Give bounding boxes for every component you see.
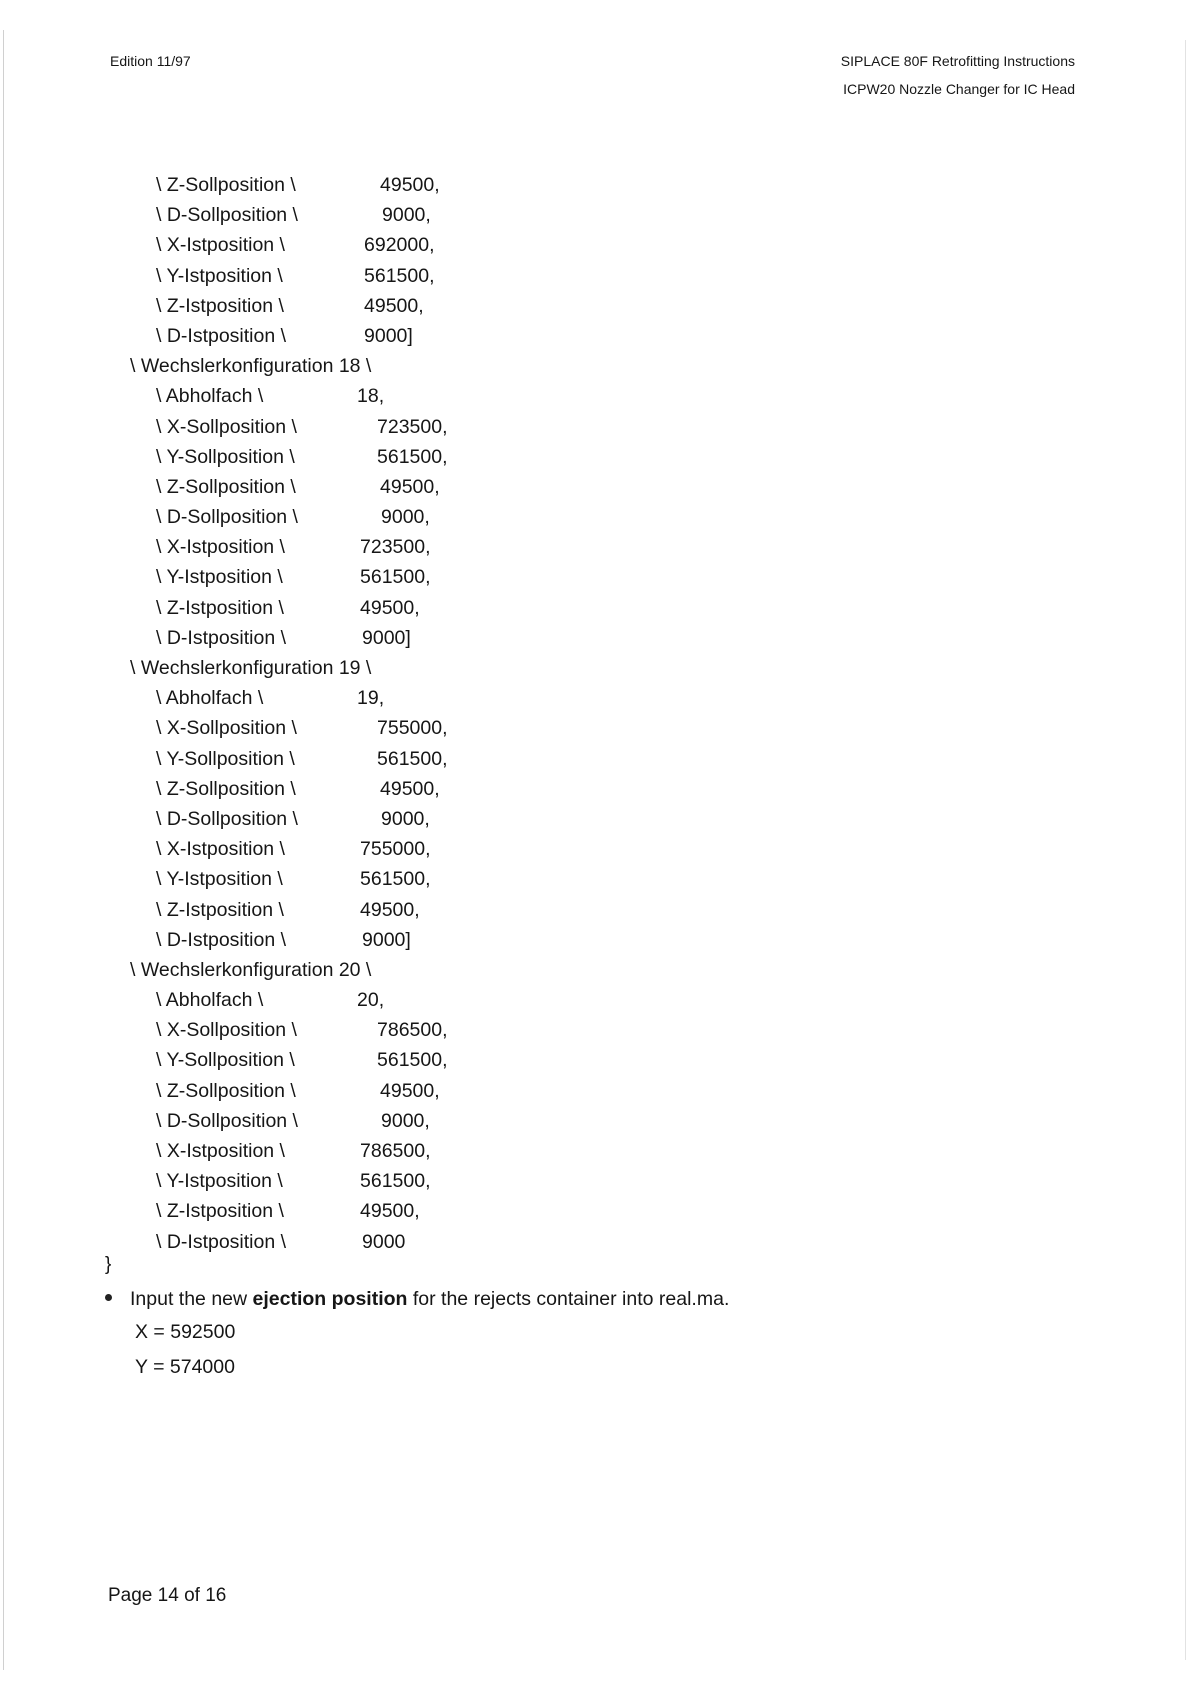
- field-label: \ Y-Sollposition \: [156, 1049, 295, 1072]
- config-field-row: [0, 532, 1190, 562]
- config-title: \ Wechslerkonfiguration 19 \: [130, 657, 372, 679]
- field-label: \ X-Istposition \: [156, 536, 285, 559]
- config-field-row: [0, 713, 1190, 743]
- field-label: \ Y-Istposition \: [156, 868, 283, 891]
- config-title: \ Wechslerkonfiguration 18 \: [130, 355, 372, 378]
- field-value: 561500,: [377, 1049, 448, 1072]
- config-field-row: [0, 1227, 1190, 1257]
- config-field-row: [0, 834, 1190, 864]
- field-value: 49500,: [364, 294, 424, 317]
- config-field-row: [0, 1076, 1190, 1106]
- field-value: 9000,: [381, 1109, 430, 1132]
- config-field-row: [0, 864, 1190, 894]
- field-value: 9000: [362, 1230, 406, 1253]
- config-field-row: [0, 985, 1190, 1015]
- config-field-row: [0, 261, 1190, 291]
- field-label: \ D-Sollposition \: [156, 1109, 298, 1132]
- field-value: 49500,: [360, 596, 420, 619]
- field-label: \ D-Istposition \: [156, 928, 287, 951]
- config-field-row: [0, 230, 1190, 260]
- field-label: \ Z-Sollposition \: [156, 1079, 296, 1102]
- config-field-row: [0, 381, 1190, 411]
- field-label: \ Z-Istposition \: [156, 898, 284, 921]
- config-field-row: [0, 502, 1190, 532]
- field-value: 9000,: [381, 807, 430, 830]
- field-label: \ D-Istposition \: [156, 626, 287, 649]
- field-label: \ D-Sollposition \: [156, 204, 298, 227]
- field-value: 561500,: [360, 566, 431, 589]
- field-label: \ Y-Istposition \: [156, 566, 283, 589]
- ejection-y-value: Y = 574000: [135, 1356, 235, 1378]
- page-number: Page 14 of 16: [108, 1585, 227, 1606]
- field-value: 755000,: [377, 717, 448, 740]
- field-value: 561500,: [377, 747, 448, 770]
- field-label: \ D-Istposition \: [156, 324, 287, 347]
- field-value: 20,: [357, 989, 385, 1012]
- config-field-row: [0, 593, 1190, 623]
- field-label: \ Z-Istposition \: [156, 294, 284, 317]
- config-field-row: [0, 562, 1190, 592]
- field-value: 561500,: [360, 868, 431, 891]
- config-field-row: [0, 1045, 1190, 1075]
- config-field-row: [0, 472, 1190, 502]
- field-value: 49500,: [360, 1200, 420, 1223]
- instruction-text-after: for the rejects container into real.ma.: [407, 1288, 730, 1310]
- document-title: [841, 47, 1075, 103]
- field-value: 49500,: [380, 475, 440, 498]
- field-value: 9000]: [364, 324, 413, 347]
- config-field-row: [0, 683, 1190, 713]
- field-value: 9000]: [362, 626, 411, 649]
- config-field-row: [0, 170, 1190, 200]
- field-value: 786500,: [377, 1019, 448, 1042]
- config-field-row: [0, 321, 1190, 351]
- closing-brace: }: [105, 1254, 112, 1275]
- field-value: 786500,: [360, 1140, 431, 1162]
- document-title-line2: ICPW20 Nozzle Changer for IC Head: [843, 81, 1075, 97]
- field-label: \ Y-Sollposition \: [156, 747, 295, 770]
- config-field-row: [0, 1166, 1190, 1196]
- field-label: \ X-Sollposition \: [156, 1019, 297, 1042]
- config-field-row: [0, 200, 1190, 230]
- config-field-row: [0, 925, 1190, 955]
- instruction-text-before: Input the new: [130, 1288, 253, 1310]
- config-field-row: [0, 1136, 1190, 1166]
- field-label: \ Y-Sollposition \: [156, 445, 295, 468]
- field-label: \ X-Sollposition \: [156, 415, 297, 438]
- field-value: 49500,: [360, 898, 420, 921]
- field-label: \ Y-Istposition \: [156, 1170, 283, 1193]
- field-label: \ D-Istposition \: [156, 1230, 287, 1253]
- field-label: \ Abholfach \: [156, 989, 264, 1012]
- config-field-row: [0, 623, 1190, 653]
- config-field-row: [0, 774, 1190, 804]
- config-field-row: [0, 1015, 1190, 1045]
- field-value: 723500,: [360, 536, 431, 559]
- bullet-icon: [105, 1294, 112, 1301]
- field-label: \ Y-Istposition \: [156, 264, 283, 287]
- instruction-bullet: [105, 1284, 729, 1314]
- field-label: \ Abholfach \: [156, 687, 264, 710]
- field-value: 49500,: [380, 777, 440, 800]
- config-field-row: [0, 442, 1190, 472]
- field-value: 561500,: [360, 1170, 431, 1193]
- field-value: 692000,: [364, 234, 435, 257]
- config-field-row: [0, 895, 1190, 925]
- config-title-row: [0, 955, 1190, 985]
- field-value: 561500,: [377, 445, 448, 468]
- field-label: \ Z-Sollposition \: [156, 174, 296, 196]
- edition-label: Edition 11/97: [110, 53, 191, 69]
- instruction-text-bold: ejection position: [252, 1288, 408, 1310]
- config-field-row: [0, 744, 1190, 774]
- field-value: 49500,: [380, 1079, 440, 1102]
- field-value: 18,: [357, 385, 385, 408]
- field-label: \ Z-Sollposition \: [156, 475, 296, 498]
- config-title-row: [0, 351, 1190, 381]
- field-value: 49500,: [380, 174, 440, 196]
- field-value: 9000]: [362, 928, 411, 951]
- config-field-row: [0, 291, 1190, 321]
- field-value: 561500,: [364, 264, 435, 287]
- field-label: \ X-Istposition \: [156, 838, 285, 861]
- config-field-row: [0, 804, 1190, 834]
- config-title-row: [0, 653, 1190, 683]
- field-label: \ X-Sollposition \: [156, 717, 297, 740]
- field-value: 9000,: [381, 506, 430, 529]
- field-value: 723500,: [377, 415, 448, 438]
- ejection-x-value: X = 592500: [135, 1321, 236, 1343]
- field-value: 755000,: [360, 838, 431, 861]
- field-value: 19,: [357, 687, 385, 710]
- field-label: \ X-Istposition \: [156, 1140, 285, 1162]
- configuration-listing: [0, 170, 1190, 1257]
- field-label: \ X-Istposition \: [156, 234, 285, 257]
- config-field-row: [0, 412, 1190, 442]
- config-field-row: [0, 1196, 1190, 1226]
- field-label: \ D-Sollposition \: [156, 506, 298, 529]
- field-value: 9000,: [382, 204, 431, 227]
- config-field-row: [0, 1106, 1190, 1136]
- field-label: \ Z-Istposition \: [156, 1200, 284, 1223]
- config-title: \ Wechslerkonfiguration 20 \: [130, 958, 372, 981]
- field-label: \ Abholfach \: [156, 385, 264, 408]
- document-title-line1: SIPLACE 80F Retrofitting Instructions: [840, 53, 1075, 69]
- field-label: \ Z-Istposition \: [156, 596, 284, 619]
- field-label: \ Z-Sollposition \: [156, 777, 296, 800]
- field-label: \ D-Sollposition \: [156, 807, 298, 830]
